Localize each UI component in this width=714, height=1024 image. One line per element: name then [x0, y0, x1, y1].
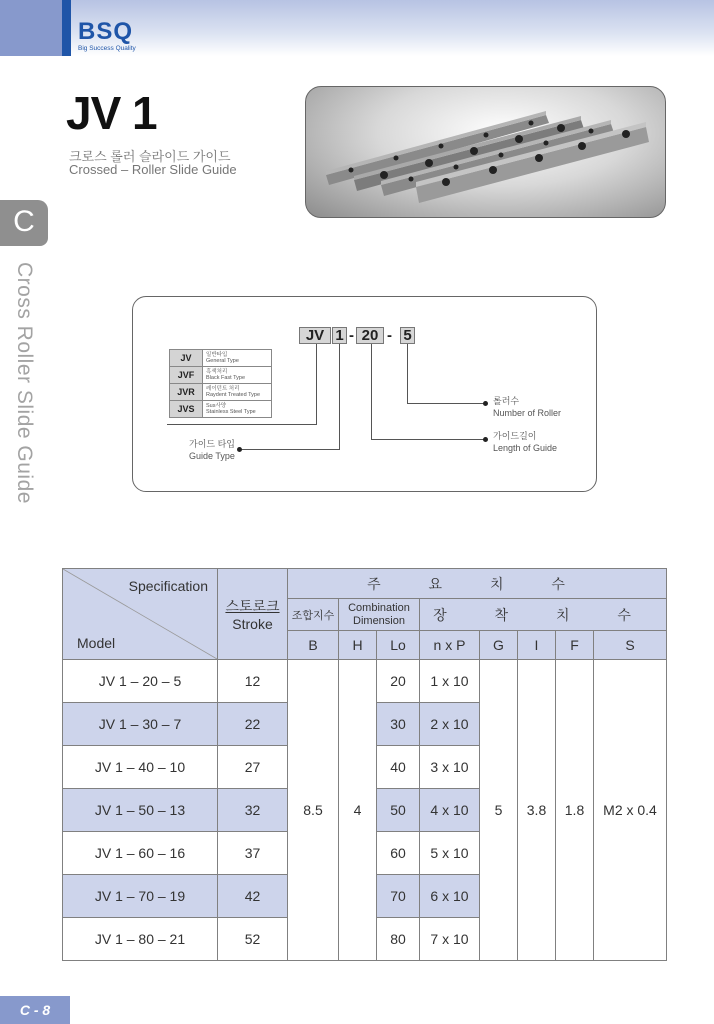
cell-stroke: 37 — [218, 832, 288, 875]
cell-lo: 20 — [377, 660, 420, 703]
cell-lo: 40 — [377, 746, 420, 789]
type-row — [170, 401, 272, 418]
type-desc — [203, 367, 272, 384]
type-desc-kr: 일반타입 — [206, 352, 228, 358]
cell-lo: 30 — [377, 703, 420, 746]
leader-line — [371, 344, 372, 440]
cell-nxp: 2 x 10 — [420, 703, 480, 746]
main-dims-header: 주 요 치 수 — [288, 569, 667, 599]
stroke-en: Stroke — [232, 616, 273, 632]
type-desc — [203, 384, 272, 401]
cell-nxp: 3 x 10 — [420, 746, 480, 789]
leader-line — [407, 403, 485, 404]
slide-rails-illustration — [306, 87, 666, 218]
spec-table — [62, 568, 667, 961]
leader-line — [167, 424, 317, 425]
cell-nxp: 7 x 10 — [420, 918, 480, 961]
guide-type-en: Guide Type — [189, 451, 235, 461]
col-header-g: G — [480, 631, 518, 660]
col-header-h: H — [339, 631, 377, 660]
col-header-i: I — [518, 631, 556, 660]
number-of-roller-kr: 롤러수 — [493, 396, 520, 406]
cell-lo: 60 — [377, 832, 420, 875]
type-desc-kr: 흑색처리 — [206, 369, 228, 375]
stroke-header — [218, 569, 288, 660]
leader-line — [316, 344, 317, 425]
length-of-guide-kr: 가이드길이 — [493, 431, 537, 441]
cell-nxp: 6 x 10 — [420, 875, 480, 918]
cell-model: JV 1 – 60 – 16 — [63, 832, 218, 875]
code-part-series: JV — [299, 327, 331, 344]
cell-stroke: 52 — [218, 918, 288, 961]
section-name-vertical — [6, 262, 36, 522]
leader-dot — [237, 447, 242, 452]
product-subtitle-en: Crossed – Roller Slide Guide — [69, 162, 237, 177]
page-number: C - 8 — [0, 996, 70, 1024]
guide-type-kr: 가이드 타입 — [189, 439, 235, 449]
section-tab: C — [0, 200, 48, 246]
specification-label: Specification — [128, 578, 208, 594]
code-part-length: 20 — [356, 327, 384, 344]
number-of-roller-en: Number of Roller — [493, 408, 562, 418]
combo-kr-header: 조합지수 — [288, 599, 339, 631]
stroke-kr: 스토로크 — [225, 598, 280, 614]
leader-dot — [483, 437, 488, 442]
cell-model: JV 1 – 70 – 19 — [63, 875, 218, 918]
model-label: Model — [77, 635, 116, 651]
cell-nxp: 1 x 10 — [420, 660, 480, 703]
leader-line — [240, 449, 340, 450]
cell-lo: 70 — [377, 875, 420, 918]
leader-dot — [483, 401, 488, 406]
guide-type-table — [169, 349, 272, 418]
col-header-nxp: n x P — [420, 631, 480, 660]
table-row — [63, 660, 667, 703]
cell-stroke: 32 — [218, 789, 288, 832]
col-header-b: B — [288, 631, 339, 660]
code-separator: - — [387, 327, 392, 344]
cell-i: 3.8 — [518, 660, 556, 961]
cell-f: 1.8 — [556, 660, 594, 961]
logo-text: BSQ — [78, 18, 134, 45]
type-desc-en: Stainless Steel Type — [206, 409, 256, 415]
col-header-lo: Lo — [377, 631, 420, 660]
leader-line — [371, 439, 485, 440]
cell-stroke: 42 — [218, 875, 288, 918]
cell-nxp: 4 x 10 — [420, 789, 480, 832]
number-of-roller-label — [493, 395, 561, 419]
length-of-guide-label — [493, 430, 557, 454]
type-desc-en: Raydent Treated Type — [206, 392, 261, 398]
cell-model: JV 1 – 30 – 7 — [63, 703, 218, 746]
guide-type-label — [189, 438, 235, 462]
product-title: JV 1 — [66, 87, 157, 139]
cell-g: 5 — [480, 660, 518, 961]
type-desc-en: Black Fast Type — [206, 375, 246, 381]
type-row — [170, 350, 272, 367]
length-of-guide-en: Length of Guide — [493, 443, 558, 453]
cell-model: JV 1 – 40 – 10 — [63, 746, 218, 789]
cell-model: JV 1 – 20 – 5 — [63, 660, 218, 703]
header-accent-bar — [62, 0, 71, 56]
header-color-block — [0, 0, 62, 56]
code-part-size: 1 — [332, 327, 347, 344]
logo-tagline: Big Success Quality — [78, 45, 136, 52]
cell-stroke: 12 — [218, 660, 288, 703]
type-code: JVR — [170, 384, 203, 401]
code-separator: - — [349, 327, 354, 344]
cell-model: JV 1 – 50 – 13 — [63, 789, 218, 832]
cell-b: 8.5 — [288, 660, 339, 961]
col-header-s: S — [594, 631, 667, 660]
type-row — [170, 367, 272, 384]
cell-lo: 80 — [377, 918, 420, 961]
cell-stroke: 22 — [218, 703, 288, 746]
cell-stroke: 27 — [218, 746, 288, 789]
cell-model: JV 1 – 80 – 21 — [63, 918, 218, 961]
mount-dims-header: 장 착 치 수 — [420, 599, 667, 631]
cell-nxp: 5 x 10 — [420, 832, 480, 875]
leader-line — [339, 344, 340, 450]
spec-model-header — [63, 569, 218, 660]
product-photo — [305, 86, 666, 218]
type-desc-kr: 레이던트 처리 — [206, 386, 240, 392]
type-row — [170, 384, 272, 401]
bsq-logo — [78, 20, 136, 52]
col-header-f: F — [556, 631, 594, 660]
cell-lo: 50 — [377, 789, 420, 832]
cell-h: 4 — [339, 660, 377, 961]
product-subtitle-kr: 크로스 롤러 슬라이드 가이드 — [69, 149, 231, 164]
cell-s: M2 x 0.4 — [594, 660, 667, 961]
combo-en-header: Combination Dimension — [339, 599, 420, 631]
type-desc-kr: Sus사양 — [206, 403, 227, 409]
code-part-rollers: 5 — [400, 327, 415, 344]
leader-line — [407, 344, 408, 404]
type-desc-en: General Type — [206, 358, 239, 364]
type-desc — [203, 401, 272, 418]
type-code: JVS — [170, 401, 203, 418]
type-code: JV — [170, 350, 203, 367]
type-code: JVF — [170, 367, 203, 384]
section-name: Cross Roller Slide Guide — [13, 262, 36, 504]
type-desc — [203, 350, 272, 367]
